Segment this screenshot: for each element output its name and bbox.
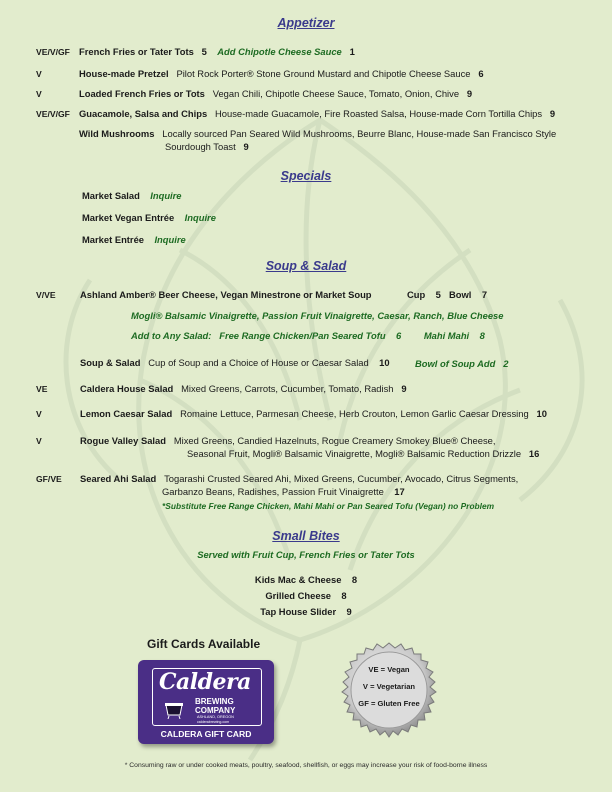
item-name: House-made Pretzel [79, 68, 169, 79]
item-name: Caldera House Salad [80, 383, 174, 394]
item-desc: Mixed Greens, Candied Hazelnuts, Rogue Creamery Smokey Blue® Cheese, [173, 435, 496, 446]
diet-tag: V [36, 89, 42, 99]
addon-label: Add to Any Salad: [131, 330, 212, 341]
item-desc: Vegan Chili, Chipotle Cheese Sauce, Tomato, Onion, Chive [212, 88, 460, 99]
item-price: 9 [243, 141, 249, 152]
dressing-list: Mogli® Balsamic Vinaigrette, Passion Fruit Vinaigrette, Caesar, Ranch, Blue Cheese [131, 310, 504, 321]
item-price: 9 [549, 108, 556, 119]
gift-card-caption: CALDERA GIFT CARD [160, 729, 252, 739]
small-bite-item [0, 574, 612, 585]
item-price: 9 [346, 606, 352, 617]
item-desc: Locally sourced Pan Seared Wild Mushrooms, Beurre Blanc, House-made San Francisco Style [162, 128, 557, 139]
item-name: Ashland Amber® Beer Cheese, Vegan Minestrone or Market Soup [80, 289, 372, 300]
logo-line: ASHLAND, OREGON [197, 715, 234, 719]
item-name: Soup & Salad [80, 357, 141, 368]
item-price: 10 [536, 408, 547, 419]
item-name: Loaded French Fries or Tots [79, 88, 205, 99]
item-desc: House-made Guacamole, Fire Roasted Salsa, House-made Corn Tortilla Chips [215, 108, 543, 119]
cup-label: Cup [407, 289, 426, 300]
item-price: 16 [528, 448, 540, 459]
item-name: Lemon Caesar Salad [80, 408, 173, 419]
salad-addons [131, 330, 485, 342]
diet-tag: V [36, 409, 42, 419]
item-name: Kids Mac & Cheese [254, 574, 342, 585]
item-name: Market Vegan Entrée [82, 212, 175, 223]
caldera-logo-icon [152, 668, 262, 726]
legend-gluten-free: GF = Gluten Free [358, 699, 420, 708]
diet-tag: VE [36, 384, 48, 394]
small-bite-item [0, 606, 612, 617]
soup-salad-heading: Soup & Salad [265, 259, 347, 273]
special-item [82, 212, 216, 224]
item-name: Rogue Valley Salad [80, 435, 166, 446]
appetizer-heading: Appetizer [277, 16, 335, 30]
item-name: Guacamole, Salsa and Chips [79, 108, 208, 119]
logo-line: BREWING [195, 697, 234, 706]
item-price: 9 [401, 383, 407, 394]
item-price: 9 [466, 88, 473, 99]
item-price: 5 [201, 46, 207, 57]
kettle-icon [163, 697, 185, 719]
small-bites-subtitle: Served with Fruit Cup, French Fries or Tater Tots [197, 549, 415, 560]
addon-price: 1 [349, 46, 355, 57]
item-name: Tap House Slider [260, 606, 337, 617]
legend-vegetarian: V = Vegetarian [362, 682, 416, 691]
specials-heading: Specials [280, 169, 332, 183]
diet-tag: GF/VE [36, 474, 62, 484]
item-desc-cont: Garbanzo Beans, Radishes, Passion Fruit Vinaigrette [162, 486, 384, 497]
food-safety-disclaimer: * Consuming raw or under cooked meats, poultry, seafood, shellfish, or eggs may increase your risk of food-borne illness [124, 762, 488, 769]
legend-vegan: VE = Vegan [368, 665, 410, 674]
special-item [82, 234, 186, 246]
gift-card-image [138, 660, 274, 744]
item-price: 10 [379, 357, 390, 368]
item-desc-cont: Sourdough Toast [165, 141, 236, 152]
cup-price: 5 [435, 289, 441, 300]
diet-tag: VE/V/GF [36, 47, 70, 57]
item-name: Wild Mushrooms [79, 128, 155, 139]
item-name: French Fries or Tater Tots [79, 46, 194, 57]
small-bites-heading: Small Bites [272, 529, 340, 543]
bowl-price: 7 [481, 289, 488, 300]
item-price: 17 [394, 486, 405, 497]
logo-line: COMPANY [195, 706, 236, 715]
addon-mahi-price: 8 [479, 330, 485, 341]
item-desc: Cup of Soup and a Choice of House or Caesar Salad [148, 357, 369, 368]
diet-tag: V [36, 436, 42, 446]
addon-mahi: Mahi Mahi [423, 330, 470, 341]
item-note: Inquire [150, 190, 182, 201]
small-bite-item [0, 590, 612, 601]
diet-tag: VE/V/GF [36, 109, 70, 119]
gift-cards-label: Gift Cards Available [147, 637, 261, 651]
item-desc-cont: Seasonal Fruit, Mogli® Balsamic Vinaigrette, Mogli® Balsamic Reduction Drizzle [187, 448, 522, 459]
dressing-options [131, 310, 503, 322]
item-name: Market Entrée [82, 234, 145, 245]
item-price: 8 [351, 574, 358, 585]
item-name: Seared Ahi Salad [80, 473, 157, 484]
item-name: Grilled Cheese [265, 590, 331, 601]
item-price: 8 [341, 590, 347, 601]
item-note: *Substitute Free Range Chicken, Mahi Mahi or Pan Seared Tofu (Vegan) no Problem [162, 501, 495, 511]
addon-protein: Free Range Chicken/Pan Seared Tofu [219, 330, 386, 341]
item-desc: Togarashi Crusted Seared Ahi, Mixed Greens, Cucumber, Avocado, Citrus Segments, [164, 473, 519, 484]
logo-line: calderabrewing.com [197, 720, 230, 724]
item-desc: Romaine Lettuce, Parmesan Cheese, Herb Crouton, Lemon Garlic Caesar Dressing [180, 408, 529, 419]
addon-protein-price: 6 [396, 330, 402, 341]
item-addon: Add Chipotle Cheese Sauce [217, 46, 342, 57]
addon-price: 2 [503, 358, 509, 369]
diet-tag: V/VE [36, 290, 56, 300]
item-price: 6 [478, 68, 484, 79]
item-desc: Mixed Greens, Carrots, Cucumber, Tomato, Radish [181, 383, 394, 394]
item-desc: Pilot Rock Porter® Stone Ground Mustard and Chipotle Cheese Sauce [176, 68, 471, 79]
bowl-label: Bowl [449, 289, 472, 300]
item-note: Inquire [154, 234, 186, 245]
item-note: Inquire [184, 212, 216, 223]
item-addon: Bowl of Soup Add [415, 358, 496, 369]
diet-tag: V [36, 69, 42, 79]
special-item [82, 190, 182, 202]
logo-script: Caldera [159, 669, 251, 695]
item-name: Market Salad [82, 190, 140, 201]
